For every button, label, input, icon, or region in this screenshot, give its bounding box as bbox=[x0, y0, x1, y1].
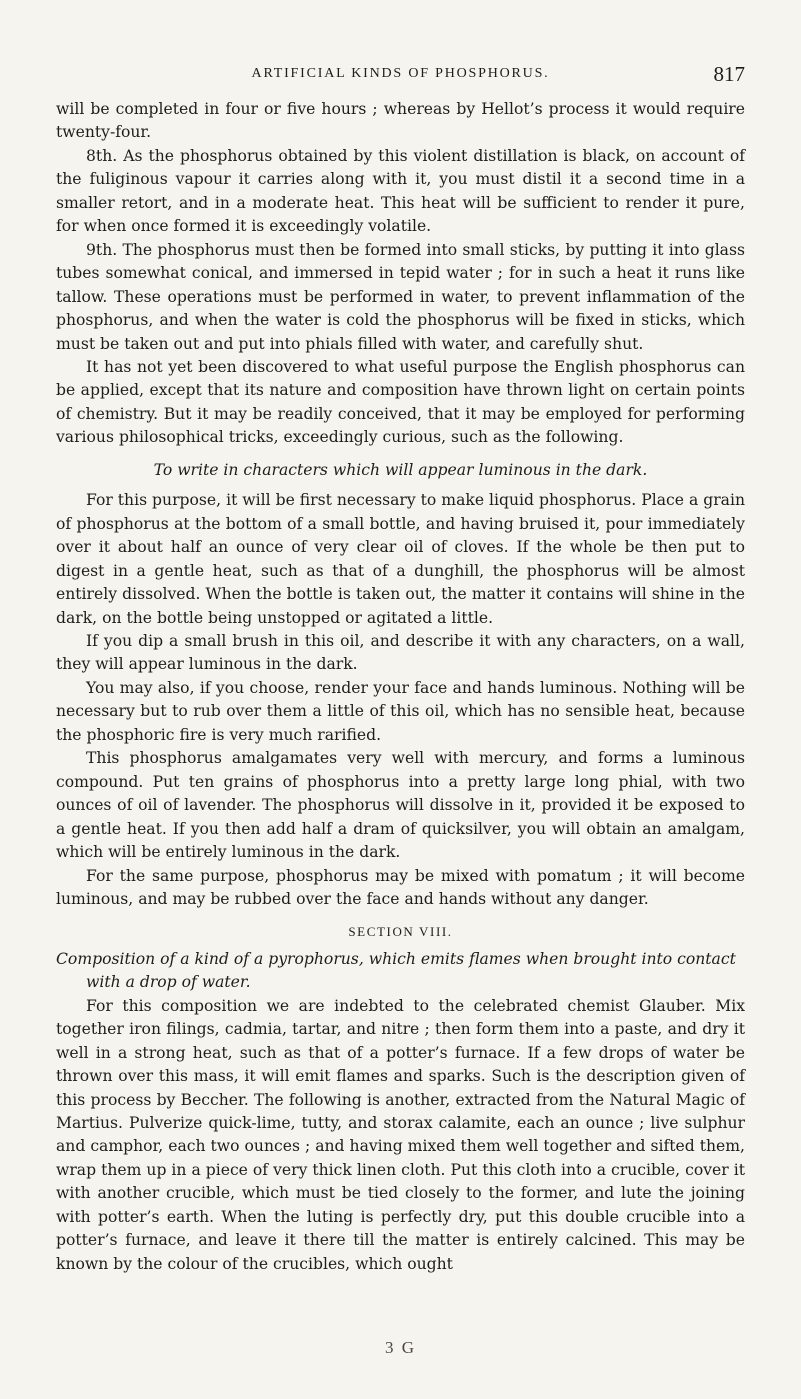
section-heading: SECTION VIII. bbox=[348, 924, 453, 940]
running-head bbox=[56, 62, 745, 92]
paragraph: 8th. As the phosphorus obtained by this violent distillation is black, on account of the fuliginous vapour it carries along with it, you must distil it a second time in a smaller retort, and in a moderate heat. This heat will be sufficient to render it pure, for when once formed it is exceedingly volatile. bbox=[56, 146, 745, 236]
paragraph: For the same purpose, phosphorus may be mixed with pomatum ; it will become luminous, and may be rubbed over the face and hands without any danger. bbox=[56, 866, 745, 908]
subheading: To write in characters which will appear luminous in the dark. bbox=[153, 460, 648, 479]
paragraph: If you dip a small brush in this oil, and describe it with any characters, on a wall, they will appear luminous in the dark. bbox=[56, 631, 745, 674]
section-subtitle-line-2: with a drop of water. bbox=[86, 973, 251, 992]
running-title: ARTIFICIAL KINDS OF PHOSPHORUS. bbox=[251, 66, 550, 81]
section-subtitle bbox=[56, 948, 745, 995]
body-text bbox=[56, 98, 745, 1276]
paragraph: It has not yet been discovered to what useful purpose the English phosphorus can be applied, except that its nature and composition have thrown light on certain points of chemistry. But it may be readily conceived, that it may be employed for performing various philosophical tricks, exceedingly curious, such as the following. bbox=[56, 357, 745, 447]
signature-mark: 3 G bbox=[384, 1338, 417, 1357]
paragraph: For this purpose, it will be first necessary to make liquid phosphorus. Place a grain of phosphorus at the bottom of a small bottle, and having bruised it, pour immediately over it about half an ounce of very clear oil of cloves. If the whole be then put to digest in a gentle heat, such as that of a dunghill, the phosphorus will be almost entirely dissolved. When the bottle is taken out, the matter it contains will shine in the dark, on the bottle being unstopped or agitated a little. bbox=[56, 491, 745, 627]
paragraph: 9th. The phosphorus must then be formed into small sticks, by putting it into glass tubes somewhat conical, and immersed in tepid water ; for in such a heat it runs like tallow. These operations must be performed in water, to prevent inflammation of the phosphorus, and when the water is cold the phosphorus will be fixed in sticks, which must be taken out and put into phials filled with water, and carefully shut. bbox=[56, 240, 745, 353]
paragraph: will be completed in four or five hours ; whereas by Hellot’s process it would require twenty-four. bbox=[56, 100, 745, 142]
page-number: 817 bbox=[713, 62, 745, 86]
paragraph: This phosphorus amalgamates very well with mercury, and forms a luminous compound. Put ten grains of phosphorus into a pretty large long phial, with two ounces of oil of lavender. The phosphorus will dissolve in it, provided it be exposed to a gentle heat. If you then add half a dram of quicksilver, you will obtain an amalgam, which will be entirely luminous in the dark. bbox=[56, 749, 745, 862]
paragraph: For this composition we are indebted to the celebrated chemist Glauber. Mix together iron filings, cadmia, tartar, and nitre ; then form them into a paste, and dry it well in a strong heat, such as that of a potter’s furnace. If a few drops of water be thrown over this mass, it will emit flames and sparks. Such is the description given of this process by Beccher. The following is another, extracted from the Natural Magic of Martius. Pulverize quick-lime, tutty, and storax calamite, each an ounce ; live sulphur and camphor, each two ounces ; and having mixed them well together and sifted them, wrap them up in a piece of very thick linen cloth. Put this cloth into a crucible, cover it with another crucible, which must be tied closely to the former, and lute the joining with potter’s earth. When the luting is perfectly dry, put this double crucible into a potter’s furnace, and leave it there till the matter is entirely calcined. This may be known by the colour of the crucibles, which ought bbox=[56, 996, 745, 1273]
paragraph: You may also, if you choose, render your face and hands luminous. Nothing will be necessary but to rub over them a little of this oil, which has no sensible heat, because the phosphoric fire is very much rarified. bbox=[56, 678, 745, 744]
section-subtitle-line-1: Composition of a kind of a pyrophorus, which emits flames when brought into contact bbox=[56, 949, 736, 968]
